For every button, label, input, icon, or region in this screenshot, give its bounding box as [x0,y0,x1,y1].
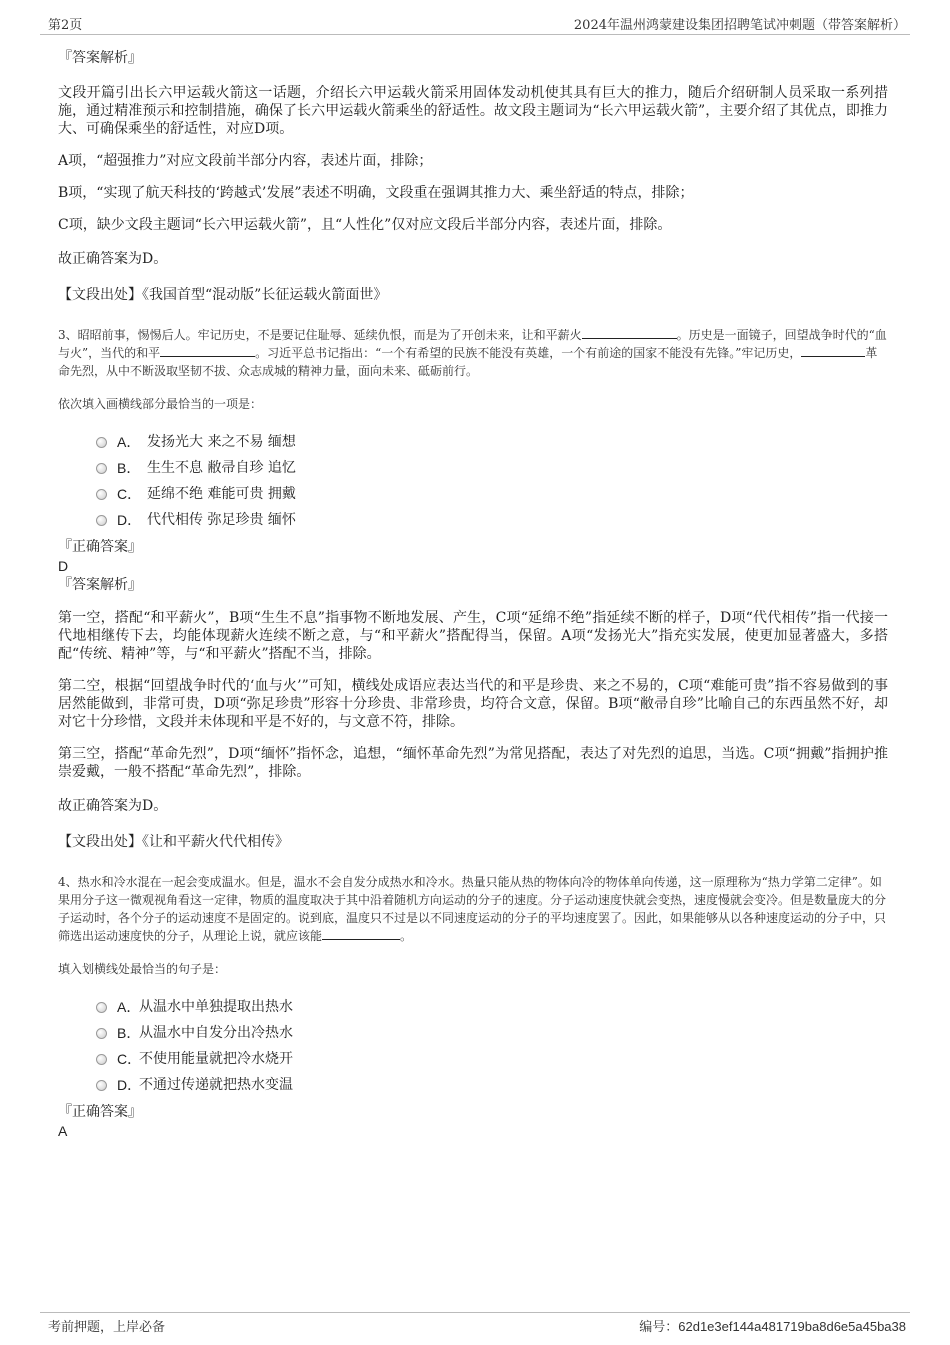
radio-icon[interactable] [96,1080,107,1091]
q3-answer-label: 『正确答案』 [58,539,142,555]
q4-option-c[interactable]: C． 不使用能量就把冷水烧开 [96,1046,888,1072]
q4-options [96,994,888,1098]
radio-icon[interactable] [96,515,107,526]
q4-answer-label: 『正确答案』 [58,1104,142,1120]
q3-answer: D [58,558,69,574]
q3-option-d[interactable]: D． 代代相传 弥足珍贵 缅怀 [96,507,888,533]
document-body [58,42,888,1140]
q3-blank-2[interactable] [160,344,255,357]
q4-blank[interactable] [322,927,400,940]
footer-slogan: 考前押题，上岸必备 [48,1320,166,1335]
q2-analysis-para1: 文段开篇引出长六甲运载火箭这一话题，介绍长六甲运载火箭采用固体发动机使其具有巨大的推力，随后介绍研制人员采取一系列措施，通过精准预示和控制措施，确保了长六甲运载火箭乘坐的舒适性。故文段主题词为“长六甲运载火箭”，主要介绍了其优点，即推力大、可确保乘坐的舒适性，对应D项。 [58,85,888,137]
radio-icon[interactable] [96,463,107,474]
radio-icon[interactable] [96,1002,107,1013]
q3-option-c[interactable]: C． 延绵不绝 难能可贵 拥戴 [96,481,888,507]
q3-option-a[interactable]: A． 发扬光大 来之不易 缅想 [96,429,888,455]
q2-analysis-option-c: C项，缺少文段主题词“长六甲运载火箭”，且“人性化”仅对应文段后半部分内容，表述片面，排除。 [58,217,672,233]
q4-stem: 4、热水和冷水混在一起会变成温水。但是，温水不会自发分成热水和冷水。热量只能从热的物体向冷的物体单向传递，这一原理称为“热力学第二定律”。如果用分子这一微观视角看这一定律，物质的温度取决于其中沿着随机方向运动的分子的速度。分子运动速度快就会变热，速度慢就会变冷。但是数量庞大的分子运动时，各个分子的运动速度不是固定的。说到底，温度只不过是以不同速度运动的分子的平均速度罢了。因此，如果能够从以各种速度运动的分子中，只筛选出运动速度快的分子，从理论上说，就应该能 。 [58,875,887,943]
q3-source: 【文段出处】《让和平薪火代代相传》 [58,834,289,850]
q2-analysis-option-b: B项，“实现了航天科技的‘跨越式’发展”表述不明确，文段重在强调其推力大、乘坐舒适的特点，排除； [58,185,694,201]
q3-option-b[interactable]: B． 生生不息 敝帚自珍 追忆 [96,455,888,481]
radio-icon[interactable] [96,437,107,448]
q3-blank-3[interactable] [801,344,865,357]
q3-analysis-para1: 第一空，搭配“和平薪火”，B项“生生不息”指事物不断地发展、产生，C项“延绵不绝”指延续不断的样子，D项“代代相传”指一代接一代地相继传下去，均能体现薪火连续不断之意，与“和平薪火”搭配得当，保留。A项“发扬光大”指充实发展，使更加显著盛大，多搭配“传统、精神”等，与“和平薪火”搭配不当，排除。 [58,610,888,662]
q4-option-d[interactable]: D． 不通过传递就把热水变温 [96,1072,888,1098]
q3-analysis-label: 『答案解析』 [58,577,142,593]
page-header [40,14,910,35]
q2-analysis-option-a: A项，“超强推力”对应文段前半部分内容，表述片面，排除； [58,153,433,169]
radio-icon[interactable] [96,1054,107,1065]
q3-analysis-para2: 第二空，根据“回望战争时代的‘血与火’”可知，横线处成语应表达当代的和平是珍贵、来之不易的，C项“难能可贵”指不容易做到的事居然能做到，非常可贵，D项“弥足珍贵”形容十分珍贵、非常珍贵，均符合文意，保留。B项“敝帚自珍”比喻自己的东西虽然不好，却对它十分珍惜，文段并未体现和平是不好的，与文意不符，排除。 [58,678,888,730]
radio-icon[interactable] [96,1028,107,1039]
page-footer [40,1312,910,1337]
q3-stem: 3、昭昭前事，惕惕后人。牢记历史，不是要记住耻辱、延续仇恨，而是为了开创未来，让和平薪火 。历史是一面镜子，回望战争时代的“血与火”，当代的和平 。习近平总书记指出：“一个有希望的民族不能没有英雄，一个有前途的国家不能没有先锋。”牢记历史， 革命先烈，从中不断汲取坚韧不拔、众志成城的精神力量，面向未来、砥砺前行。 [58,328,887,378]
q2-source: 【文段出处】《我国首型“混动版”长征运载火箭面世》 [58,287,388,303]
page-number: 第2页 [48,18,83,33]
q4-option-a[interactable]: A． 从温水中单独提取出热水 [96,994,888,1020]
q4-option-b[interactable]: B． 从温水中自发分出冷热水 [96,1020,888,1046]
q3-blank-1[interactable] [582,326,677,339]
q3-options [96,429,888,533]
q3-prompt: 依次填入画横线部分最恰当的一项是： [58,397,263,411]
radio-icon[interactable] [96,489,107,500]
q2-conclusion: 故正确答案为D。 [58,251,168,267]
q4-prompt: 填入划横线处最恰当的句子是： [58,962,227,976]
document-title: 2024年温州鸿蒙建设集团招聘笔试冲刺题（带答案解析） [573,18,906,33]
footer-code: 编号：62d1e3ef144a481719ba8d6e5a45ba38 [639,1319,906,1335]
q4-answer: A [58,1123,68,1139]
q3-conclusion: 故正确答案为D。 [58,798,168,814]
q2-analysis-label: 『答案解析』 [58,50,142,66]
q3-analysis-para3: 第三空，搭配“革命先烈”，D项“缅怀”指怀念，追想，“缅怀革命先烈”为常见搭配，表达了对先烈的追思，当选。C项“拥戴”指拥护推崇爱戴，一般不搭配“革命先烈”，排除。 [58,746,888,780]
